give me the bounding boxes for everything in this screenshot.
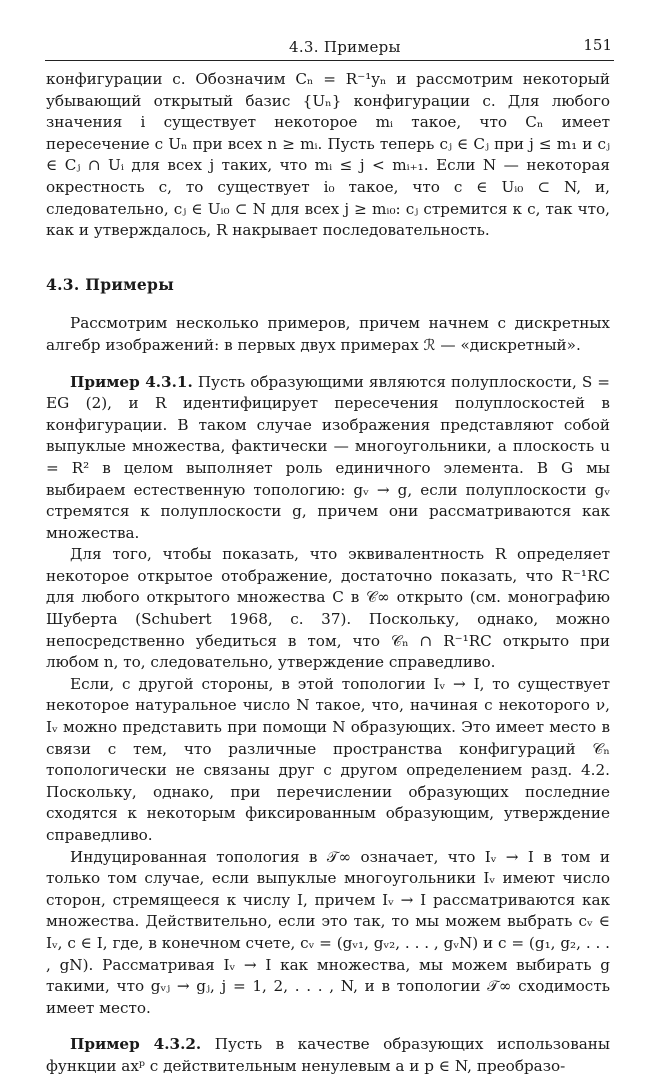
- body-text: [46, 69, 610, 1078]
- paragraph: Если, с другой стороны, в этой топологии Iᵥ → I, то существует некоторое натуральное число N такое, что, начиная с некоторого ν, Iᵥ можно представить при помощи N образующих. Это имеет место в связи с тем, что различные пространства конфигураций 𝒞ₙ топологически не связаны друг с другом определением разд. 4.2. Поскольку, однако, при перечислении образующих последние сходятся к некоторым фиксированным образующим, утверждение справедливо.: [46, 674, 610, 844]
- running-title: 4.3. Примеры: [289, 38, 401, 56]
- example-text: Пусть образующими являются полуплоскости, S = EG (2), и R идентифицирует пересечения полуплоскостей в конфигурации. В таком случае изображения представляют собой выпуклые множества, фактически — многоугольники, а плоскость u = R² в целом выполняет роль единичного элемента. В G мы выбираем естественную топологию: gᵥ → g, если полуплоскости gᵥ стремятся к полуплоскости g, причем они рассматриваются как множества.: [46, 372, 610, 542]
- example-label: Пример 4.3.1.: [70, 372, 193, 391]
- running-header: [45, 30, 614, 61]
- paragraph-intro: Рассмотрим несколько примеров, причем начнем с дискретных алгебр изображений: в первых двух примерах ℛ — «дискретный».: [46, 314, 610, 354]
- section-heading: 4.3. Примеры: [46, 274, 175, 294]
- paragraph-continued: конфигурации c. Обозначим Cₙ = R⁻¹yₙ и рассмотрим некоторый убывающий открытый базис {Uₙ} конфигурации c. Для любого значения i существует некоторое mᵢ такое, что Cₙ имеет пересечение с Uₙ при всех n ≥ mᵢ. Пусть теперь cⱼ ∈ Cⱼ при j ≤ m₁ и cⱼ ∈ Cⱼ ∩ Uᵢ для всех j таких, что mᵢ ≤ j < mᵢ₊₁. Если N — некоторая окрестность c, то существует i₀ такое, что c ∈ Uᵢ₀ ⊂ N, и, следовательно, cⱼ ∈ Uᵢ₀ ⊂ N для всех j ≥ mᵢ₀: cⱼ стремится к c, так что, как и утверждалось, R накрывает последовательность.: [46, 70, 610, 240]
- paragraph: Для того, чтобы показать, что эквивалентность R определяет некоторое открытое отображение, достаточно показать, что R⁻¹RC для любого открытого множества C в 𝒞∞ открыто (см. монографию Шуберта (Schubert 1968, с. 37). Поскольку, однако, можно непосредственно убедиться в том, что 𝒞ₙ ∩ R⁻¹RC открыто при любом n, то, следовательно, утверждение справедливо.: [46, 545, 610, 672]
- example-label: Пример 4.3.2.: [70, 1035, 202, 1054]
- page-number: 151: [583, 36, 612, 54]
- example-paragraph: [46, 372, 610, 545]
- paragraph: Индуцированная топология в 𝒯∞ означает, что Iᵥ → I в том и только том случае, если выпуклые многоугольники Iᵥ имеют число сторон, стремящееся к числу I, причем Iᵥ → I рассматриваются как множества. Действительно, если это так, то мы можем выбрать cᵥ ∈ Iᵥ, c ∈ I, где, в конечном счете, cᵥ = (gᵥ₁, gᵥ₂, . . . , gᵥN) и c = (g₁, g₂, . . . , gN). Рассматривая Iᵥ → I как множества, мы можем выбирать g такими, что gᵥⱼ → gⱼ, j = 1, 2, . . . , N, и в топологии 𝒯∞ сходимость имеет место.: [46, 847, 610, 1017]
- example-text: Пусть в качестве образующих использованы функции axᵖ с действительным ненулевым a и p ∈ N, преобразо-: [46, 1035, 611, 1075]
- example-paragraph: [46, 1034, 610, 1077]
